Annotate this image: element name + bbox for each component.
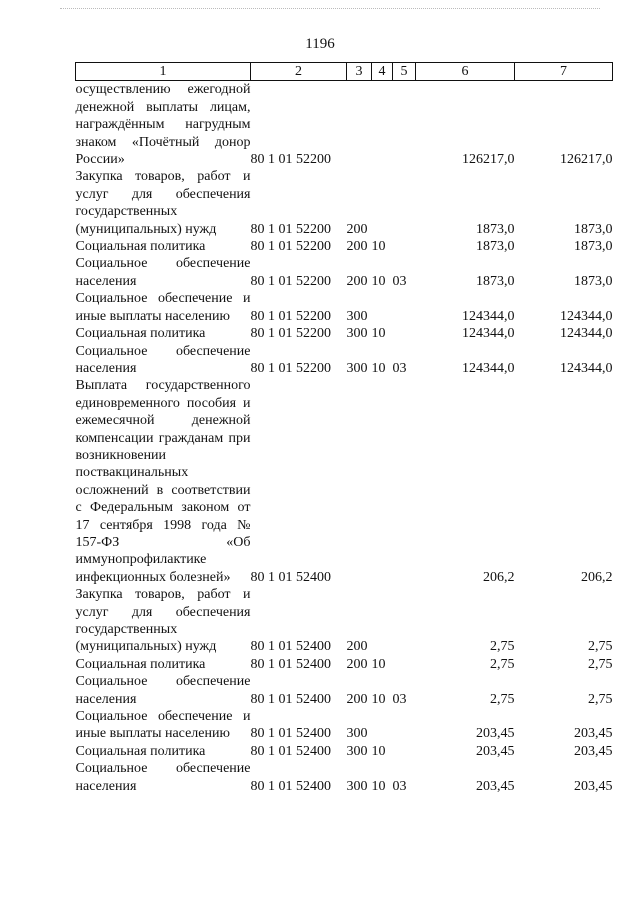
row-value-col7: 124344,0 [560,308,613,324]
row-subsection [393,656,416,673]
table-row [76,255,613,290]
column-header: 7 [515,63,613,81]
row-name: Социальное обеспечение населения [75,256,251,289]
row-value-col7: 206,2 [581,569,613,585]
row-code: 80 1 01 52400 [250,639,331,655]
column-header: 5 [393,63,416,81]
row-code: 80 1 01 52400 [250,569,331,585]
table-row [76,760,613,795]
row-name: Социальная политика [75,656,206,672]
row-section: 10 [371,691,386,707]
row-code: 80 1 01 52400 [250,778,331,794]
row-value-col6: 206,2 [483,569,515,585]
row-value-col6: 1873,0 [476,273,515,289]
row-value-col6: 1873,0 [476,239,515,255]
row-value-col7: 124344,0 [560,326,613,342]
row-section: 10 [371,326,386,342]
row-subsection [393,325,416,342]
row-value-col6: 203,45 [476,743,515,759]
row-name: осуществлению ежегодной денежной выплаты лицам, награждённым нагрудным знаком «Почётный донор России» [75,82,251,168]
row-value-col7: 1873,0 [574,239,613,255]
column-header: 6 [416,63,515,81]
row-name: Социальное обеспечение и иные выплаты населению [75,291,251,324]
row-name: Социальное обеспечение населения [75,343,251,376]
row-section: 10 [371,239,386,255]
table-row [76,673,613,708]
row-section [372,586,393,656]
row-expense-type: 200 [346,639,368,655]
row-name: Социальная политика [75,239,206,255]
row-section: 10 [371,743,386,759]
row-expense-type: 200 [346,691,368,707]
row-subsection: 03 [392,691,407,707]
row-code: 80 1 01 52400 [250,691,331,707]
row-subsection: 03 [392,273,407,289]
row-expense-type: 200 [346,239,368,255]
row-subsection [393,238,416,255]
column-header: 3 [347,63,372,81]
row-value-col6: 124344,0 [462,308,515,324]
row-code: 80 1 01 52400 [250,726,331,742]
row-subsection [393,168,416,238]
row-value-col7: 126217,0 [560,152,613,168]
row-name: Социальное обеспечение населения [75,674,251,707]
column-header: 4 [372,63,393,81]
row-value-col6: 124344,0 [462,360,515,376]
column-header: 2 [251,63,347,81]
row-code: 80 1 01 52200 [250,152,331,168]
page-number: 1196 [305,36,335,52]
table-body [76,81,613,795]
row-value-col7: 2,75 [588,639,613,655]
row-name: Социальная политика [75,743,206,759]
row-expense-type: 300 [346,778,368,794]
row-code: 80 1 01 52400 [250,656,331,672]
table-row [76,708,613,743]
row-value-col6: 126217,0 [462,152,515,168]
row-section [372,81,393,169]
row-value-col6: 203,45 [476,778,515,794]
row-name: Выплата государственного единовременного пособия и ежемесячной денежной компенсации гражданам при возникновении поствакцинальных осложнений в соответствии с Федеральным законом от 17 сентября 1998 года № 157-ФЗ «Об иммунопрофилактике инфекционных болезней» [75,378,251,585]
row-section [372,708,393,743]
row-value-col7: 2,75 [588,656,613,672]
row-expense-type [347,81,372,169]
row-value-col6: 124344,0 [462,326,515,342]
row-expense-type: 200 [346,273,368,289]
row-expense-type [347,377,372,586]
row-expense-type: 300 [346,326,368,342]
row-name: Закупка товаров, работ и услуг для обеспечения государственных (муниципальных) нужд [75,587,251,655]
row-name: Закупка товаров, работ и услуг для обеспечения государственных (муниципальных) нужд [75,169,251,237]
table-row [76,343,613,378]
row-subsection [393,290,416,325]
row-expense-type: 200 [346,221,368,237]
row-subsection [393,586,416,656]
row-value-col6: 1873,0 [476,221,515,237]
row-section: 10 [371,778,386,794]
row-subsection [393,708,416,743]
row-section [372,168,393,238]
table-row [76,743,613,760]
row-value-col6: 2,75 [490,691,515,707]
row-expense-type: 300 [346,360,368,376]
row-value-col7: 203,45 [574,726,613,742]
row-section [372,377,393,586]
table-row [76,238,613,255]
row-value-col7: 203,45 [574,778,613,794]
table-row [76,586,613,656]
table-header-row [76,63,613,81]
row-value-col7: 1873,0 [574,221,613,237]
row-value-col7: 1873,0 [574,273,613,289]
row-code: 80 1 01 52200 [250,239,331,255]
row-code: 80 1 01 52400 [250,743,331,759]
row-value-col6: 2,75 [490,656,515,672]
row-code: 80 1 01 52200 [250,221,331,237]
row-section: 10 [371,273,386,289]
row-value-col7: 124344,0 [560,360,613,376]
table-row [76,81,613,169]
row-name: Социальное обеспечение и иные выплаты населению [75,709,251,742]
row-subsection [393,377,416,586]
row-section: 10 [371,360,386,376]
row-section: 10 [371,656,386,672]
row-section [372,290,393,325]
row-name: Социальная политика [75,326,206,342]
table-row [76,325,613,342]
row-code: 80 1 01 52200 [250,360,331,376]
row-subsection: 03 [392,360,407,376]
table-row [76,168,613,238]
row-expense-type: 200 [346,656,368,672]
budget-table [75,62,613,795]
row-value-col6: 203,45 [476,726,515,742]
row-subsection: 03 [392,778,407,794]
row-subsection [393,743,416,760]
row-value-col7: 2,75 [588,691,613,707]
row-code: 80 1 01 52200 [250,273,331,289]
row-code: 80 1 01 52200 [250,326,331,342]
row-name: Социальное обеспечение населения [75,761,251,794]
row-code: 80 1 01 52200 [250,308,331,324]
table-row [76,656,613,673]
row-value-col7: 203,45 [574,743,613,759]
column-header: 1 [76,63,251,81]
table-row [76,377,613,586]
row-expense-type: 300 [346,743,368,759]
row-expense-type: 300 [346,308,368,324]
row-subsection [393,81,416,169]
table-row [76,290,613,325]
scan-artifact-line [60,8,600,10]
row-expense-type: 300 [346,726,368,742]
row-value-col6: 2,75 [490,639,515,655]
